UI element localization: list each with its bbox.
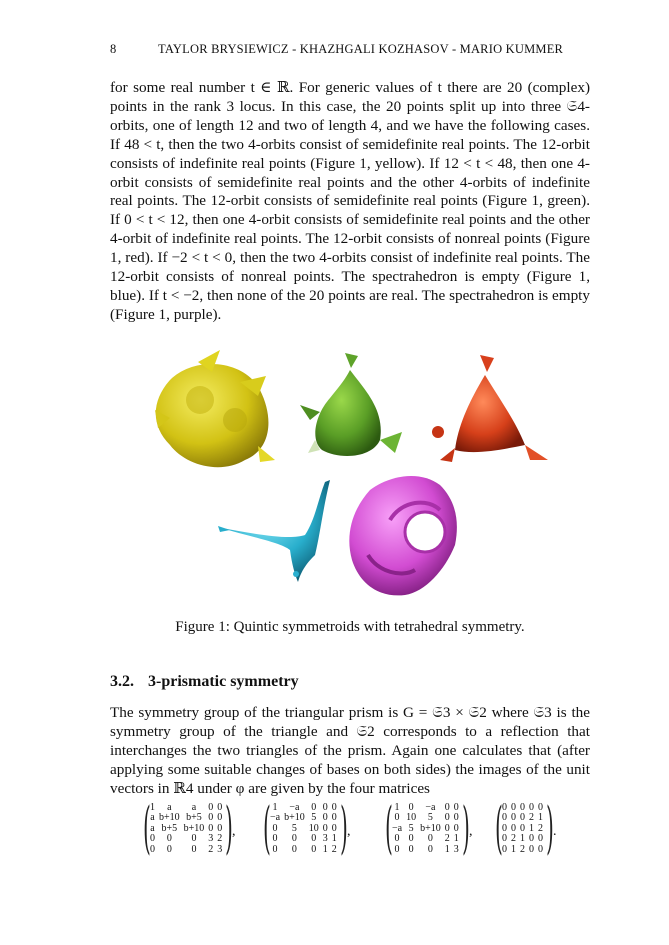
matrix-cell: 0	[453, 822, 459, 834]
matrix-cell: 1	[150, 802, 155, 813]
matrix-cell: 0	[208, 812, 214, 824]
matrix-cell: a	[150, 812, 155, 824]
matrix-cell: 2	[511, 833, 516, 845]
matrix-left-paren: (	[385, 796, 393, 861]
matrix-cell: 2	[538, 822, 543, 834]
matrix-cell: b+10	[284, 812, 305, 824]
figure-caption: Figure 1: Quintic symmetroids with tetrahedral symmetry.	[175, 619, 525, 635]
matrix-cell: 0	[538, 843, 543, 855]
matrix-cell: 0	[408, 833, 414, 845]
matrix-cell: 1	[444, 843, 450, 855]
matrix-cell: 0	[427, 833, 433, 845]
matrix-cell: 0	[311, 833, 317, 845]
matrix-cell: −a	[425, 802, 436, 813]
matrix-right-paren: )	[546, 796, 554, 861]
matrix-cell: 0	[408, 843, 414, 855]
matrix-cell: 0	[502, 822, 507, 834]
matrix-separator: ,	[232, 824, 236, 839]
matrix-cell: 5	[311, 812, 317, 824]
matrix-cell: 0	[511, 802, 516, 813]
matrix-cell: 0	[529, 802, 534, 813]
matrix-cell: 0	[502, 833, 507, 845]
matrix-cell: 1	[331, 833, 337, 845]
matrix-cell: 0	[427, 843, 433, 855]
matrix-cell: 0	[331, 802, 337, 813]
matrix-cell: 0	[150, 843, 155, 855]
matrix-cell: 0	[520, 822, 525, 834]
matrix-cell: 3	[322, 833, 328, 845]
matrix-cell: 1	[511, 843, 516, 855]
matrix-cell: 0	[217, 822, 223, 834]
matrix-cell: 0	[520, 812, 525, 824]
matrix-cell: 1	[272, 802, 278, 813]
symmetroid-renderings	[140, 350, 560, 615]
matrix-cell: 0	[394, 812, 400, 824]
matrix-cell: 0	[444, 822, 450, 834]
matrix-cell: 0	[502, 802, 507, 813]
page-number: 8	[110, 42, 117, 56]
matrix-cell: 10	[308, 822, 319, 834]
matrix-cell: 0	[166, 833, 172, 845]
matrix-cell: 0	[322, 802, 328, 813]
matrix-cell: b+10	[183, 822, 205, 834]
figure-1	[140, 350, 560, 615]
matrix-cell: 1	[453, 833, 459, 845]
matrix-cell: 0	[191, 843, 197, 855]
matrix-separator: ,	[469, 824, 473, 839]
matrix-cell: 3	[453, 843, 459, 855]
matrix-cell: 0	[331, 822, 337, 834]
matrix-separator: ,	[347, 824, 351, 839]
blue-symmetroid	[218, 480, 330, 582]
matrix-right-paren: )	[462, 796, 470, 861]
matrix-cell: b+5	[161, 822, 178, 834]
matrix-right-paren: )	[340, 796, 348, 861]
matrix-cell: 0	[453, 812, 459, 824]
matrix-4	[495, 796, 557, 861]
matrix-cell: 3	[217, 843, 223, 855]
matrix-cell: 0	[322, 822, 328, 834]
matrix-cell: −a	[392, 822, 403, 834]
matrix-cell: −a	[289, 802, 300, 813]
matrix-cell: 3	[208, 833, 214, 845]
matrix-cell: 0	[291, 843, 297, 855]
matrix-cell: 0	[322, 812, 328, 824]
matrix-cell: b+10	[420, 822, 441, 834]
matrix-cell: 0	[529, 833, 534, 845]
section-title: 3-prismatic symmetry	[148, 673, 299, 690]
matrix-cell: 10	[406, 812, 417, 824]
matrix-cell: 0	[191, 833, 197, 845]
matrix-cell: 2	[208, 843, 214, 855]
matrix-cell: 0	[511, 812, 516, 824]
matrix-cell: 0	[394, 833, 400, 845]
matrix-cell: 0	[444, 812, 450, 824]
matrix-cell: 0	[538, 833, 543, 845]
matrix-cell: 2	[444, 833, 450, 845]
matrix-cell: 0	[311, 843, 317, 855]
matrix-cell: 0	[529, 843, 534, 855]
yellow-symmetroid	[155, 350, 275, 467]
matrix-cell: 1	[394, 802, 400, 813]
matrix-cell: 0	[502, 812, 507, 824]
matrix-cell: 0	[408, 802, 414, 813]
matrix-cell: 5	[408, 822, 414, 834]
matrix-cell: −a	[270, 812, 281, 824]
matrix-2	[263, 796, 351, 861]
matrix-cell: 0	[272, 843, 278, 855]
matrix-period: .	[553, 824, 557, 839]
matrix-left-paren: (	[495, 796, 503, 861]
matrix-cell: b+5	[186, 812, 202, 824]
matrix-cell: 0	[150, 833, 155, 845]
paragraph-cases: for some real number t ∈ ℝ. For generic values of t there are 20 (complex) points in the rank 3 locus. In this case, the 20 points split up into three 𝔖4-orbits, one of length 12 and two of length 4, and we have the following cases. If 48 < t, then the two 4-orbits consist of semidefinite real points. The 12-orbit consists of indefinite real points (Figure 1, yellow). If 12 < t < 48, then one 4-orbit consists of semidefinite real points and the other 4-orbits of indefinite real points. The 12-orbit consists of semidefinite real points (Figure 1, green). If 0 < t < 12, then one 4-orbit consists of semidefinite real points and the other 4-orbit of indefinite real points. The 12-orbit consists of nonreal points (Figure 1, red). If −2 < t < 0, then the two 4-orbits consist of indefinite real points. The 12-orbit consists of nonreal points. The spectrahedron is empty (Figure 1, blue). If t < −2, then none of the 20 points are real. The spectrahedron is empty (Figure 1, purple).	[110, 79, 590, 323]
matrix-cell: 0	[311, 802, 317, 813]
matrix-cell: 0	[502, 843, 507, 855]
matrix-cell: 0	[453, 802, 459, 813]
matrix-cell: 0	[291, 833, 297, 845]
section-number: 3.2.	[110, 673, 134, 690]
matrix-left-paren: (	[143, 796, 151, 861]
matrix-cell: a	[167, 802, 172, 813]
matrix-cell: a	[191, 802, 197, 813]
matrix-cell: 0	[217, 802, 223, 813]
matrix-cell: 0	[208, 822, 214, 834]
matrix-cell: 5	[427, 812, 433, 824]
matrix-cell: 1	[538, 812, 543, 824]
matrix-cell: 0	[538, 802, 543, 813]
green-symmetroid	[300, 353, 402, 456]
matrix-cell: 0	[331, 812, 337, 824]
section-heading	[110, 673, 299, 691]
matrix-3	[385, 796, 473, 861]
matrix-cell: 1	[322, 843, 328, 855]
matrix-cell: 0	[217, 812, 223, 824]
matrix-cell: 5	[291, 822, 297, 834]
matrix-cell: b+10	[159, 812, 180, 824]
matrix-cell: 0	[444, 802, 450, 813]
matrix-cell: 2	[520, 843, 525, 855]
matrix-list	[140, 796, 580, 861]
paragraph-prism: The symmetry group of the triangular prism is G = 𝔖3 × 𝔖2 where 𝔖3 is the symmetry group of the triangle and 𝔖2 corresponds to a reflection that interchanges the two triangles of the prism. Again one calculates that (after applying some suitable changes of bases on both sides) the images of the unit vectors in ℝ4 under φ are given by the four matrices	[110, 704, 590, 797]
red-symmetroid	[432, 355, 548, 462]
matrix-cell: 0	[208, 802, 214, 813]
matrix-right-paren: )	[225, 796, 233, 861]
matrix-cell: 2	[217, 833, 223, 845]
matrix-cell: a	[150, 822, 155, 834]
matrix-1	[143, 796, 236, 861]
matrix-cell: 0	[520, 802, 525, 813]
matrix-cell: 0	[166, 843, 172, 855]
matrix-cell: 0	[272, 833, 278, 845]
matrix-left-paren: (	[263, 796, 271, 861]
matrix-cell: 0	[394, 843, 400, 855]
matrix-cell: 1	[529, 822, 534, 834]
matrix-cell: 2	[331, 843, 337, 855]
matrix-cell: 1	[520, 833, 525, 845]
matrix-cell: 2	[529, 812, 534, 824]
running-head-authors: TAYLOR BRYSIEWICZ - KHAZHGALI KOZHASOV - MARIO KUMMER	[158, 42, 564, 56]
matrix-cell: 0	[511, 822, 516, 834]
purple-symmetroid	[349, 476, 457, 595]
matrix-cell: 0	[272, 822, 278, 834]
